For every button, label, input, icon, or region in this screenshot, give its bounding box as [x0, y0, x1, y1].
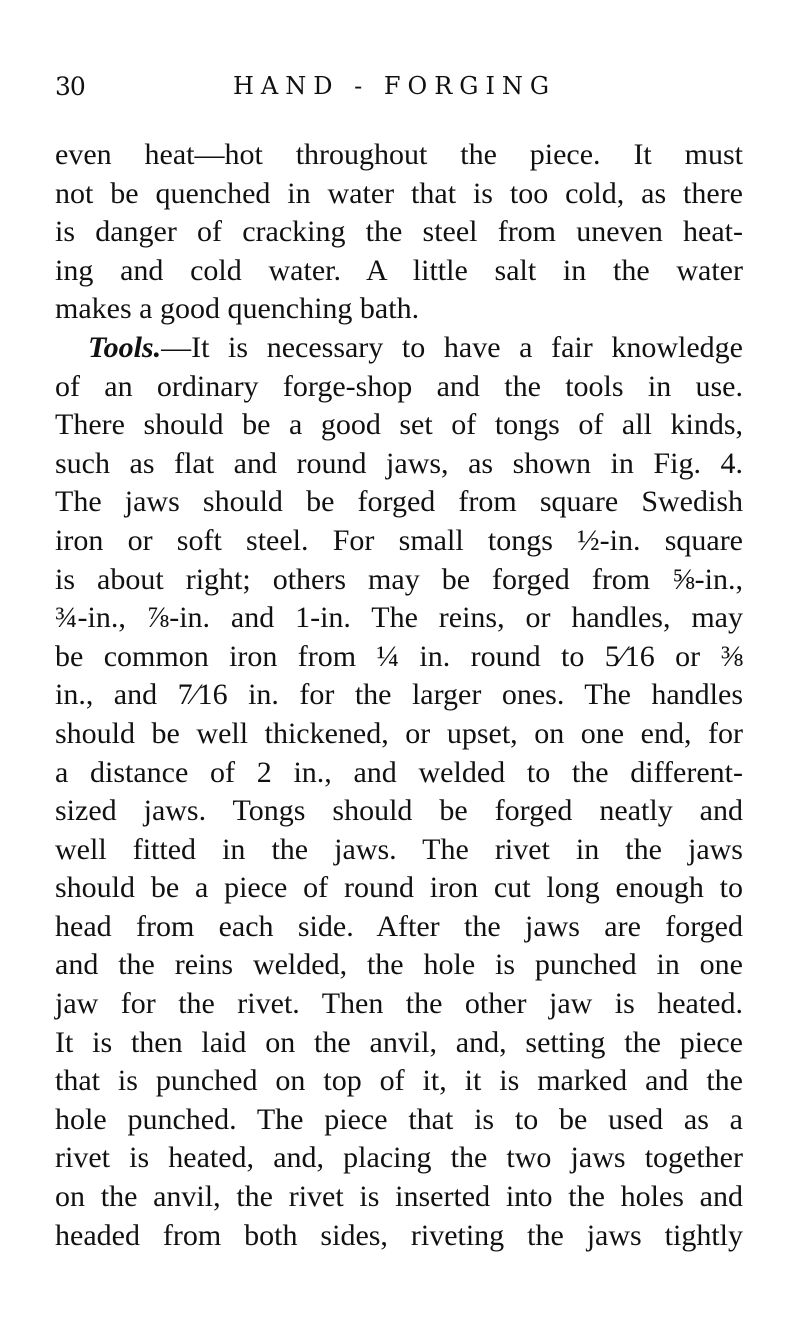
- text-line: iron or soft steel. For small tongs ½-in. square: [55, 523, 743, 557]
- text-line: ing and cold water. A little salt in the water: [55, 253, 743, 287]
- text-line: It is then laid on the anvil, and, setting the piece: [55, 1025, 743, 1059]
- text-line: well fitted in the jaws. The rivet in the jaws: [55, 832, 743, 866]
- text-line: head from each side. After the jaws are forged: [55, 909, 743, 943]
- text-line: in., and 7⁄16 in. for the larger ones. The handles: [55, 678, 743, 712]
- page-number: 30: [55, 72, 85, 101]
- text-line: and the reins welded, the hole is punched in one: [55, 948, 743, 982]
- text-line: such as flat and round jaws, as shown in Fig. 4.: [55, 446, 743, 480]
- text-line: is danger of cracking the steel from uneven heat-: [55, 215, 743, 249]
- text-line: There should be a good set of tongs of all kinds,: [55, 408, 743, 442]
- text-line: should be a piece of round iron cut long enough to: [55, 871, 743, 905]
- text-line: ¾-in., ⅞-in. and 1-in. The reins, or handles, may: [55, 601, 743, 635]
- text-line: The jaws should be forged from square Swedish: [55, 485, 743, 519]
- text-line: not be quenched in water that is too cold, as there: [55, 176, 743, 210]
- text-line: on the anvil, the rivet is inserted into the holes and: [55, 1180, 743, 1214]
- text-line: should be well thickened, or upset, on one end, for: [55, 716, 743, 750]
- text-line: hole punched. The piece that is to be used as a: [55, 1102, 743, 1136]
- text-line: [55, 329, 743, 368]
- text-line: a distance of 2 in., and welded to the different-: [55, 755, 743, 789]
- page-header: [55, 72, 745, 108]
- text-line: that is punched on top of it, it is marked and the: [55, 1064, 743, 1098]
- section-heading: Tools.: [88, 330, 162, 364]
- text-line: be common iron from ¼ in. round to 5⁄16 or ⅜: [55, 639, 743, 673]
- text-line-content: —It is necessary to have a fair knowledge: [161, 330, 743, 364]
- text-line: rivet is heated, and, placing the two jaws together: [55, 1141, 743, 1175]
- text-line: of an ordinary forge-shop and the tools in use.: [55, 369, 743, 403]
- text-line: sized jaws. Tongs should be forged neatly and: [55, 794, 743, 828]
- running-title: HAND - FORGING: [233, 72, 557, 100]
- text-line: jaw for the rivet. Then the other jaw is heated.: [55, 987, 743, 1021]
- text-line: headed from both sides, riveting the jaws tightly: [55, 1218, 743, 1252]
- text-line: is about right; others may be forged from ⅝-in.,: [55, 562, 743, 596]
- text-line: even heat—hot throughout the piece. It must: [55, 138, 743, 171]
- text-line: makes a good quenching bath.: [55, 292, 420, 326]
- body-text: [55, 136, 743, 1255]
